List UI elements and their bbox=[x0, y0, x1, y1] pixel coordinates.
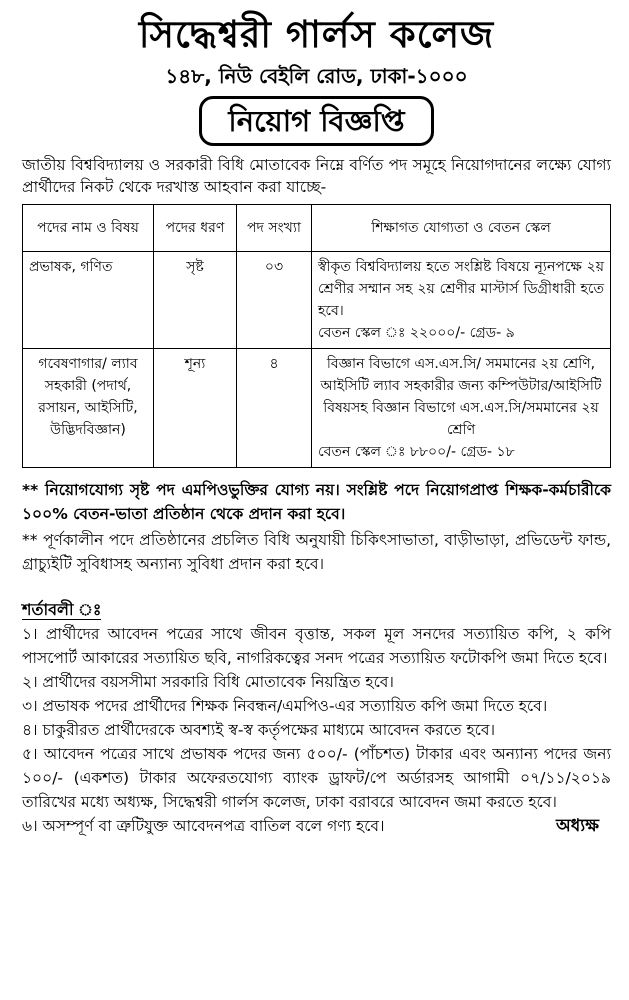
header-post-type: পদের ধরণ bbox=[154, 205, 237, 252]
condition-item: ৬। অসম্পূর্ণ বা ত্রুটিযুক্ত আবেদনপত্র বাতিল বলে গণ্য হবে। bbox=[22, 817, 385, 835]
principal-signature: অধ্যক্ষ bbox=[556, 816, 599, 836]
header-qualification: শিক্ষাগত যোগ্যতা ও বেতন স্কেল bbox=[312, 205, 611, 252]
intro-paragraph: জাতীয় বিশ্ববিদ্যালয় ও সরকারী বিধি মোতাবেক নিম্নে বর্ণিত পদ সমূহে নিয়োগদানের লক্ষ্যে যোগ্য প্রার্থীদের নিকট থেকে দরখাস্ত আহবান করা যাচ্ছে- bbox=[22, 156, 611, 196]
table-header-row bbox=[23, 205, 611, 252]
condition-item: ৩। প্রভাষক পদের প্রার্থীদের শিক্ষক নিবন্ধন/এমপিও-এর সত্যায়িত কপি জমা দিতে হবে। bbox=[22, 697, 548, 715]
post-salary: বেতন স্কেল ঃ ৮৮০০/- গ্রেড- ১৮ bbox=[318, 444, 515, 460]
conditions-heading bbox=[22, 598, 611, 622]
condition-item: ২। প্রার্থীদের বয়সসীমা সরকারি বিধি মোতাবেক নিয়ন্ত্রিত হবে। bbox=[22, 673, 394, 691]
post-qualification: বিজ্ঞান বিভাগে এস.এস.সি/ সমমানের ২য় শ্রেণি, আইসিটি ল্যাব সহকারীর জন্য কম্পিউটার/আইসিটি বিষয়সহ বিজ্ঞান বিভাগে এস.এস.সি/সমমানের ২য় শ্রেণি bbox=[320, 356, 602, 438]
table-row bbox=[23, 252, 611, 349]
post-count: ০৩ bbox=[237, 252, 312, 349]
condition-item: ১। প্রার্থীদের আবেদন পত্রের সাথে জীবন বৃত্তান্ত, সকল মূল সনদের সত্যায়িত কপি, ২ কপি পাসপোর্ট আকারের সত্যায়িত ছবি, নাগরিকত্বের সনদ পত্রের সত্যায়িত ফটোকপি জমা দিতে হবে। bbox=[22, 625, 611, 667]
post-qualification-cell bbox=[312, 349, 611, 468]
post-type: সৃষ্ট bbox=[154, 252, 237, 349]
note-mpo: ** নিয়োগযোগ্য সৃষ্ট পদ এমপিওভুক্তির যোগ্য নয়। সংশ্লিষ্ট পদে নিয়োগপ্রাপ্ত শিক্ষক-কর্মচারীকে ১০০% বেতন-ভাতা প্রতিষ্ঠান থেকে প্রদান করা হবে। bbox=[22, 481, 611, 523]
condition-item: ৪। চাকুরীরত প্রার্থীদেরকে অবশ্যই স্ব-স্ব কর্তৃপক্ষের মাধ্যমে আবেদন করতে হবে। bbox=[22, 721, 496, 739]
post-qualification: স্বীকৃত বিশ্ববিদ্যালয় হতে সংশ্লিষ্ট বিষয়ে ন্যূনপক্ষে ২য় শ্রেণীর সম্মান সহ ২য় শ্রেণীর মাস্টার্স ডিগ্রীধারী হতে হবে। bbox=[318, 259, 604, 319]
post-name: গবেষণাগার/ ল্যাব সহকারী (পদার্থ, রসায়ন, আইসিটি, উদ্ভিদবিজ্ঞান) bbox=[23, 349, 154, 468]
post-salary: বেতন স্কেল ঃ ২২০০০/- গ্রেড- ৯ bbox=[318, 325, 515, 341]
notice-title-wrap bbox=[22, 96, 611, 146]
institution-address: ১৪৮, নিউ বেইলি রোড, ঢাকা-১০০০ bbox=[165, 64, 468, 88]
last-row bbox=[22, 814, 611, 838]
post-type: শূন্য bbox=[154, 349, 237, 468]
post-qualification-cell bbox=[312, 252, 611, 349]
conditions-heading-text: শর্তাবলী ঃ bbox=[22, 600, 102, 619]
header-post-count: পদ সংখ্যা bbox=[237, 205, 312, 252]
notice-title: নিয়োগ বিজ্ঞপ্তি bbox=[199, 96, 433, 146]
header-post-name: পদের নাম ও বিষয় bbox=[23, 205, 154, 252]
post-count: ৪ bbox=[237, 349, 312, 468]
condition-item: ৫। আবেদন পত্রের সাথে প্রভাষক পদের জন্য ৫০০/- (পাঁচশত) টাকার এবং অন্যান্য পদের জন্য ১০০/- (একশত) টাকার অফেরতযোগ্য ব্যাংক ড্রাফট/পে অর্ডারসহ আগামী ০৭/১১/২০১৯ তারিখের মধ্যে অধ্যক্ষ, সিদ্ধেশ্বরী গার্লস কলেজ, ঢাকা বরাবরে আবেদন জমা করতে হবে। bbox=[22, 745, 611, 811]
institution-name: সিদ্ধেশ্বরী গার্লস কলেজ bbox=[138, 13, 495, 56]
table-row bbox=[23, 349, 611, 468]
post-name: প্রভাষক, গণিত bbox=[23, 252, 154, 349]
note-benefits: ** পূর্ণকালীন পদে প্রতিষ্ঠানের প্রচলিত বিধি অনুযায়ী চিকিৎসাভাতা, বাড়ীভাড়া, প্রভিডেন্ট ফান্ড, গ্রাচ্যুইটি সুবিধাসহ অন্যান্য সুবিধা প্রদান করা হবে। bbox=[22, 531, 611, 573]
posts-table bbox=[22, 204, 611, 468]
